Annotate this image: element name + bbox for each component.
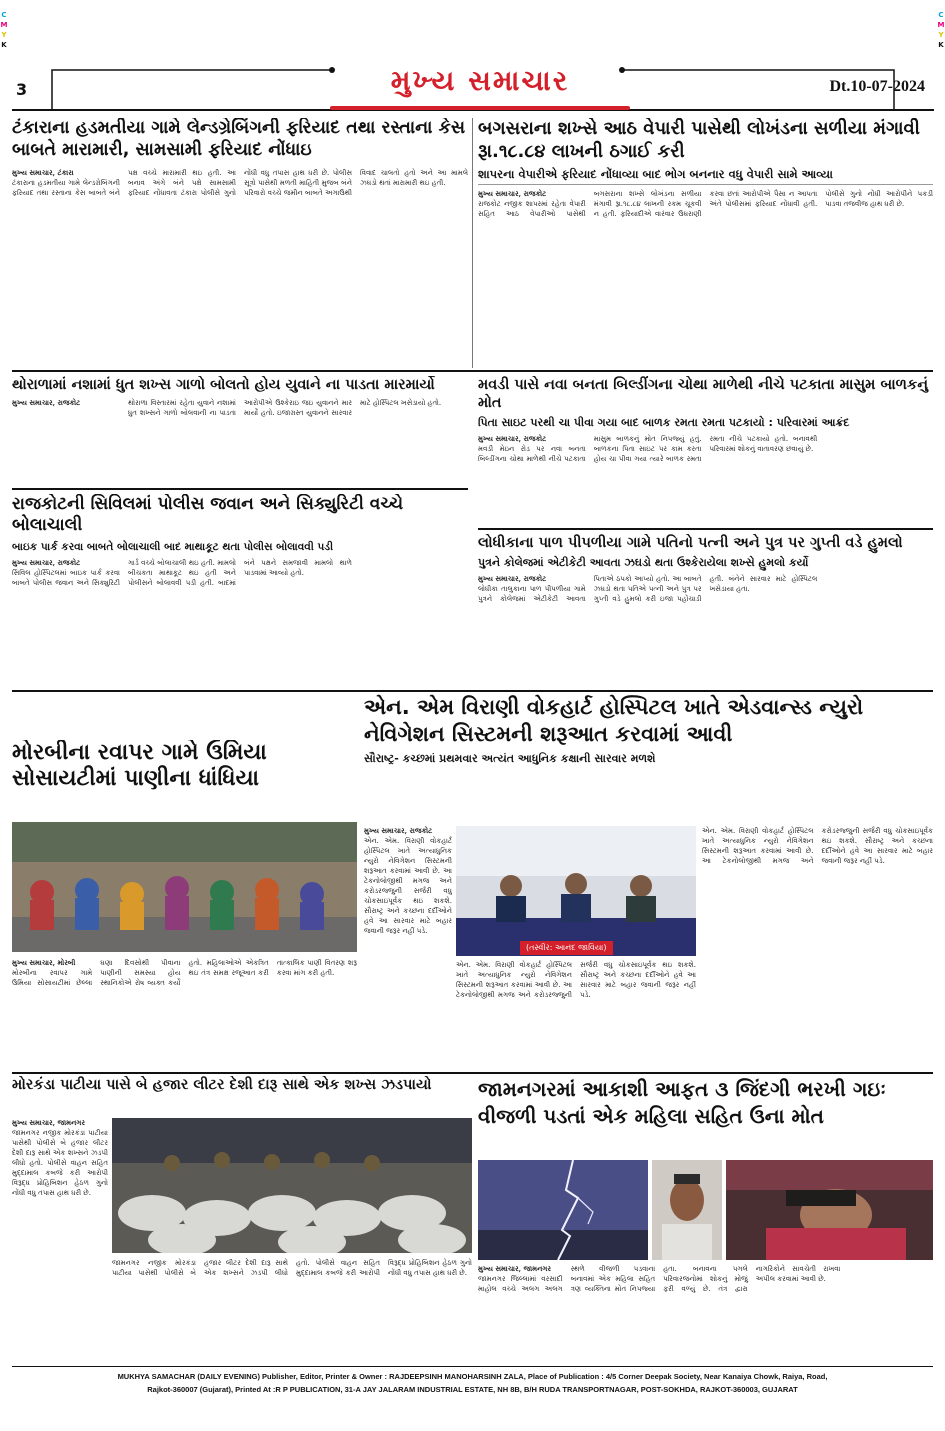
registration-marks-right: C M Y K [937,11,945,49]
imprint-line-2: Rajkot-360007 (Gujarat), Printed At :R P PUBLICATION, 31-A JAY JALARAM INDUSTRIAL ESTATE, NH 8B, B/H RUDA TRANSPORTNAGAR, POST-SOKHDA, RAJKOT-360003, GUJARAT [147,1385,798,1394]
body-bagasara: મુખ્ય સમાચાર, રાજકોટ રાજકોટ નજીક શાપરમાં રહેતા વેપારી સહિત આઠ વેપારીઓ પાસેથી બગસરાના શખ્સે લોખંડના સળીયા મંગાવી રૂા.૧૮.૮૪ લાખની રકમ ચૂકવી ન હતી. ફરિયાદીએ વારંવાર ઉઘરાણી કરવા છતાં આરોપીએ પૈસા ન આપતા અંતે પોલીસમાં ફરિયાદ નોંધાવી હતી. પોલીસે ગુનો નોંધી આરોપીને પકડી પાડવા તજવીજ હાથ ધરી છે. [478,189,933,218]
dateline-morkanda: મુખ્ય સમાચાર, જામનગર [12,1118,86,1127]
body-morkanda-columns: જામનગર નજીક મોરકંડા પાટીયા પાસેથી પોલીસે બે હજાર લીટર દેશી દારૂ સાથે એક શખ્સને ઝડપી લીધો હતો. પોલીસે વાહન સહિત મુદ્દામાલ કબજે કરી આરોપી વિરૂદ્ધ પ્રોહિબિશન હેઠળ ગુનો નોંધી વધુ તપાસ હાથ ધરી છે. [112,1259,472,1277]
headline-virani: એન. એમ વિરાણી વોકહાર્ટ હોસ્પિટલ ખાતે એડવાન્સ્ડ ન્યુરો નેવિગેશન સિસ્ટમની શરૂઆત કરવામાં આવી [364,695,864,747]
masthead-title: મુખ્ય સમાચાર [390,64,570,97]
story-jamnagar [478,1076,933,1156]
body-morkanda: મુખ્ય સમાચાર, જામનગર જામનગર નજીક મોરકંડા પાટીયા પાસેથી પોલીસે બે હજાર લીટર દેશી દારૂ સાથે એક શખ્સને ઝડપી લીધો હતો. પોલીસે વાહન સહિત મુદ્દામાલ કબજે કરી આરોપી વિરૂદ્ધ પ્રોહિબિશન હેઠળ ગુનો નોંધી વધુ તપાસ હાથ ધરી છે. [12,1118,108,1197]
subhead-rajkot-civil: બાઇક પાર્ક કરવા બાબતે બોલાચાલી બાદ માથાકૂટ થતા પોલીસ બોલાવવી પડી [12,540,334,553]
footer-rule [12,1366,933,1367]
registration-marks-left: C M Y K [0,11,8,49]
story-lodhika [478,534,933,686]
body-lodhika: મુખ્ય સમાચાર, રાજકોટ લોધીકા તાલુકાના પાળ પીપળીયા ગામે પુત્રને કોલેજમાં એટીકેટી આવતા પિતાએ ઠપકો આપ્યો હતો. આ બાબતે ઝઘડો થતા પતિએ પત્ની અને પુત્ર પર ગુપ્તી વડે હુમલો કરી ઇજા પહોંચાડી હતી. બંનેને સારવાર માટે હોસ્પિટલ ખસેડાયા હતા. [478,574,818,604]
dateline-rajkot-civil: મુખ્ય સમાચાર, રાજકોટ [12,557,81,567]
imprint-line-1: MUKHYA SAMACHAR (DAILY EVENING) Publisher, Editor, Printer & Owner : RAJDEEPSINH MANOHARSINH ZALA, Place of Publication : 4/5 Corner Deepak Society, Near Kanaiya Chowk, Raiya, Road, [117,1372,828,1381]
story-virani [364,694,933,824]
headline-tankara: ટંકારાના હડમતીયા ગામે લેન્ડગ્રેબિંગની ફરિયાદ તથા રસ્તાના કેસ બાબતે મારામારી, સામસામી ફરિયાદ નોંધાઇ [12,118,466,160]
photo-caption-virani: (તસ્વીર: આનંદ જાવિયા) [520,941,613,955]
dateline-bagasara: મુખ્ય સમાચાર, રાજકોટ [478,189,547,198]
body-morbi: મુખ્ય સમાચાર, મોરબી મોરબીના રવાપર ગામે ઉમિયા સોસાયટીમાં છેલ્લા ઘણા દિવસોથી પીવાના પાણીની સમસ્યા હોય સ્થાનિકોએ રોષ વ્યક્ત કર્યો હતો. મહિલાઓએ એકત્રિત થઇ તંત્ર સમક્ષ રજૂઆત કરી તાત્કાલિક પાણી વિતરણ શરૂ કરવા માંગ કરી હતી. [12,958,357,987]
headline-bagasara: બગસરાના શખ્સે આઠ વેપારી પાસેથી લોખંડના સળીયા મંગાવી રૂા.૧૮.૮૪ લાખની ઠગાઈ કરી [478,118,920,162]
headline-morkanda: મોરકંડા પાટીયા પાસે બે હજાર લીટર દેશી દારૂ સાથે એક શખ્સ ઝડપાયો [12,1077,432,1093]
story-mavdi [478,376,933,526]
subhead-lodhika: પુત્રને કોલેજમાં એટીકેટી આવતા ઝઘડો થતા ઉશ્કેરાયેલા શખ્સે હુમલો કર્યો [478,556,809,570]
body-virani-left: મુખ્ય સમાચાર, રાજકોટ એન. એમ. વિરાણી વોકહાર્ટ હોસ્પિટલ ખાતે અત્યાધુનિક ન્યુરો નેવિગેશન સિસ્ટમની શરૂઆત કરવામાં આવી છે. આ ટેકનોલોજીથી મગજ અને કરોડરજ્જુની સર્જરી વધુ ચોકસાઇપૂર્વક થઇ શકશે. સૌરાષ્ટ્ર અને કચ્છના દર્દીઓને હવે આ સારવાર માટે બહાર જવાની જરૂર નહીં પડે. [364,826,452,935]
photo-virani-doctors [456,826,696,956]
headline-thorala: થોરાળામાં નશામાં ધુત શખ્સ ગાળો બોલતો હોય યુવાને ના પાડતા મારમાર્યો [12,377,435,393]
body-rajkot-civil: મુખ્ય સમાચાર, રાજકોટ સિવિલ હોસ્પિટલમાં બાઇક પાર્ક કરવા બાબતે પોલીસ જવાન અને સિક્યુરિટી ગાર્ડ વચ્ચે બોલાચાલી થઇ હતી. મામલો બીચકતા માથાકૂટ થઇ હતી અને પોલીસને બોલાવવી પડી હતી. બાદમાં બંને પક્ષને સમજાવી મામલો થાળે પાડવામાં આવ્યો હતો. [12,557,352,587]
story-rajkot-civil [12,494,468,686]
subhead-virani: સૌરાષ્ટ્ર- કચ્છમાં પ્રથમવાર અત્યંત આધુનિક કક્ષાની સારવાર મળશે [364,751,656,765]
photo-morbi-women [12,822,357,952]
dateline-mavdi: મુખ્ય સમાચાર, રાજકોટ [478,434,547,444]
body-jamnagar: મુખ્ય સમાચાર, જામનગર જામનગર જિલ્લામાં વરસાદી માહોલ વચ્ચે અલગ અલગ સ્થળે વીજળી પડવાના બનાવમાં એક મહિલા સહિત ત્રણ વ્યક્તિના મોત નિપજ્યા હતા. બનાવના પગલે પરિવારજનોમાં શોકનું મોજું ફરી વળ્યું છે. તંત્ર દ્વારા નાગરિકોને સાવચેતી રાખવા અપીલ કરવામાં આવી છે. [478,1264,841,1293]
story-bagasara [478,118,933,368]
body-virani-right: એન. એમ. વિરાણી વોકહાર્ટ હોસ્પિટલ ખાતે અત્યાધુનિક ન્યુરો નેવિગેશન સિસ્ટમની શરૂઆત કરવામાં આવી છે. આ ટેકનોલોજીથી મગજ અને કરોડરજ્જુની સર્જરી વધુ ચોકસાઇપૂર્વક થઇ શકશે. સૌરાષ્ટ્ર અને કચ્છના દર્દીઓને હવે આ સારવાર માટે બહાર જવાની જરૂર નહીં પડે. [702,827,933,865]
subhead-bagasara: શાપરના વેપારીએ ફરિયાદ નોંધાવ્યા બાદ ભોગ બનનાર વધુ વેપારી સામે આવ્યા [478,167,933,185]
story-tankara [12,118,468,368]
photo-lightning [478,1160,648,1260]
headline-morbi: મોરબીના રવાપર ગામે ઉમિયા સોસાયટીમાં પાણીના ધાંધિયા [12,740,267,792]
dateline-morbi: મુખ્ય સમાચાર, મોરબી [12,958,76,967]
imprint-footer [0,1370,945,1396]
story-morbi [12,740,357,812]
section-rule [12,488,468,490]
photo-victim-man [652,1160,722,1260]
dateline-tankara: મુખ્ય સમાચાર, ટંકારા [12,167,74,177]
section-rule [12,1072,933,1074]
body-tankara: મુખ્ય સમાચાર, ટંકારા ટંકારાના હડમતીયા ગામે લેન્ડગ્રેબિંગની ફરિયાદ તથા રસ્તાના કેસ બાબતે બંને પક્ષ વચ્ચે મારામારી થઇ હતી. આ બનાવ અંગે બંને પક્ષે સામસામી ફરિયાદ નોંધાવતા ટંકારા પોલીસે ગુનો નોંધી વધુ તપાસ હાથ ધરી છે. પોલીસ સૂત્રો પાસેથી મળતી માહિતી મુજબ બંને પરિવારો વચ્ચે જમીન બાબતે અગાઉથી વિવાદ ચાલતો હતો અને આ મામલે ઝઘડો થતાં મારામારી થઇ હતી. [12,167,468,197]
dateline-virani: મુખ્ય સમાચાર, રાજકોટ [364,826,433,835]
body-thorala: મુખ્ય સમાચાર, રાજકોટ થોરાળા વિસ્તારમાં રહેતા યુવાને નશામાં ધુત શખ્સને ગાળો બોલવાની ના પાડતા આરોપીએ ઉશ્કેરાઇ જઇ યુવાનને માર માર્યો હતો. ઇજાગ્રસ્ત યુવાનને સારવાર માટે હોસ્પિટલ ખસેડાયો હતો. [12,398,442,418]
story-thorala [12,376,468,486]
edition-date: Dt.10-07-2024 [829,78,925,95]
page-number: 3 [16,80,28,99]
dateline-thorala: મુખ્ય સમાચાર, રાજકોટ [12,398,81,408]
headline-lodhika: લોધીકાના પાળ પીપળીયા ગામે પતિનો પત્ની અને પુત્ર પર ગુપ્તી વડે હુમલો [478,535,903,551]
headline-jamnagar: જામનગરમાં આકાશી આફત ૩ જિંદગી ભરખી ગઇઃ વીજળી પડતાં એક મહિલા સહિત ઉના મોત [478,1077,887,1128]
section-rule [12,370,933,372]
dateline-jamnagar: મુખ્ય સમાચાર, જામનગર [478,1264,552,1273]
dateline-lodhika: મુખ્ય સમાચાર, રાજકોટ [478,574,547,584]
story-morkanda [12,1076,472,1116]
subhead-mavdi: પિતા સાઇટ પરથી ચા પીવા ગયા બાદ બાળક રમતા રમતા પટકાયો : પરિવારમાં આક્રંદ [478,416,850,430]
section-rule [12,690,933,692]
headline-mavdi: મવડી પાસે નવા બનતા બિલ્ડીંગના ચોથા માળેથી નીચે પટકાતા માસુમ બાળકનું મોત [478,377,929,412]
masthead-underline [330,106,630,110]
body-mavdi: મુખ્ય સમાચાર, રાજકોટ મવડી મેઇન રોડ પર નવા બનતા બિલ્ડીંગના ચોથા માળેથી નીચે પટકાતા માસુમ બાળકનું મોત નિપજ્યું હતું. બાળકના પિતા સાઇટ પર કામ કરતા હોય ચા પીવા ગયા ત્યારે બાળક રમતા રમતા નીચે પટકાયો હતો. બનાવથી પરિવારમાં શોકનું વાતાવરણ છવાયું છે. [478,434,818,464]
photo-seized-liquor [112,1118,472,1253]
body-virani-bottom: એન. એમ. વિરાણી વોકહાર્ટ હોસ્પિટલ ખાતે અત્યાધુનિક ન્યુરો નેવિગેશન સિસ્ટમની શરૂઆત કરવામાં આવી છે. આ ટેકનોલોજીથી મગજ અને કરોડરજ્જુની સર્જરી વધુ ચોકસાઇપૂર્વક થઇ શકશે. સૌરાષ્ટ્ર અને કચ્છના દર્દીઓને હવે આ સારવાર માટે બહાર જવાની જરૂર નહીં પડે. [456,961,696,999]
photo-victim-woman [726,1160,933,1260]
column-divider [472,118,473,368]
section-rule [478,528,933,530]
headline-rajkot-civil: રાજકોટની સિવિલમાં પોલીસ જવાન અને સિક્યુરિટી વચ્ચે બોલાચાલી [12,494,404,536]
